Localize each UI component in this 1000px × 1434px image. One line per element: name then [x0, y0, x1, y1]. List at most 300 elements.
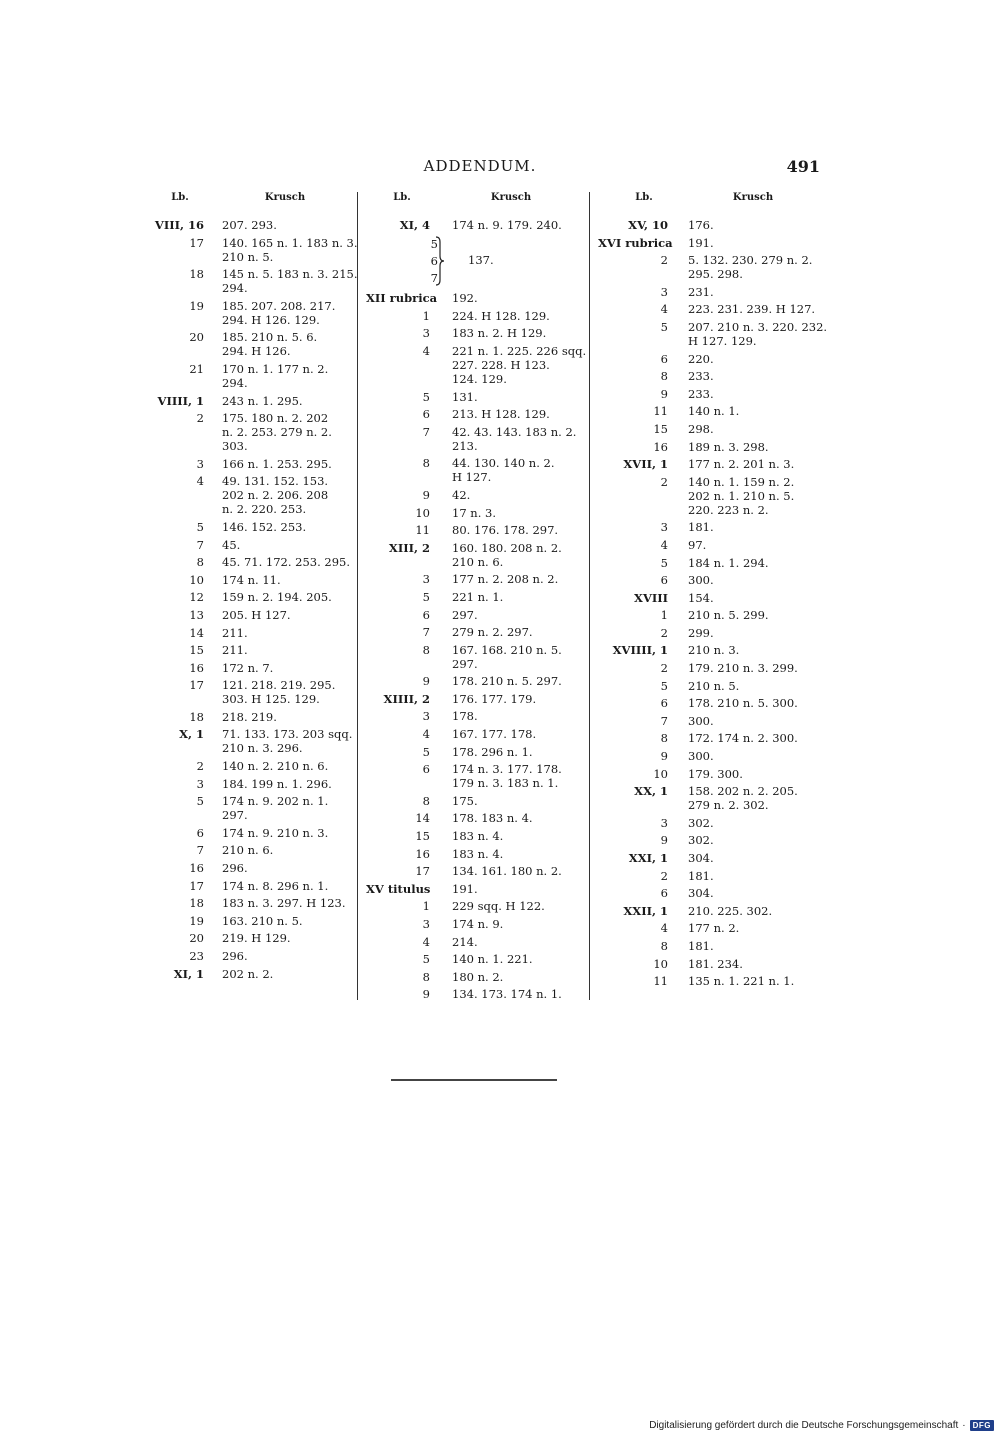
row-krusch: 134. 173. 174 n. 1.	[452, 987, 562, 1002]
index-column-2	[366, 190, 588, 1000]
row-krusch: 202 n. 2.	[222, 966, 274, 981]
row-krusch: 49. 131. 152. 153. 202 n. 2. 206. 208 n. 2. 220. 253.	[222, 474, 329, 517]
index-row	[140, 678, 358, 706]
row-krusch: 174 n. 9. 210 n. 3.	[222, 825, 329, 840]
index-row	[140, 218, 358, 232]
row-lb: 18	[189, 709, 204, 724]
index-row	[598, 457, 830, 471]
index-row	[140, 794, 358, 822]
row-lb: 5	[422, 744, 430, 759]
column-rows-rest	[366, 291, 588, 1001]
index-row	[366, 456, 588, 484]
index-row	[598, 833, 830, 847]
row-lb: XVIIII, 1	[612, 643, 668, 658]
index-row	[598, 749, 830, 763]
row-lb: 6	[422, 607, 430, 622]
index-row	[366, 407, 588, 421]
index-row	[140, 914, 358, 928]
page-number: 491	[786, 157, 820, 176]
row-lb: 17	[189, 678, 204, 693]
row-krusch: 191.	[452, 881, 478, 896]
row-lb: 11	[653, 974, 668, 989]
row-krusch: 140 n. 1. 221.	[452, 952, 533, 967]
row-lb: 5	[196, 794, 204, 809]
row-krusch: 300.	[688, 713, 714, 728]
row-krusch: 192.	[452, 291, 478, 306]
index-row	[366, 952, 588, 966]
row-lb: 3	[660, 815, 668, 830]
row-lb: 8	[422, 969, 430, 984]
row-krusch: 44. 130. 140 n. 2. H 127.	[452, 456, 555, 485]
row-lb: VIII, 16	[154, 218, 204, 232]
row-lb: 15	[653, 421, 668, 436]
row-krusch: 42. 43. 143. 183 n. 2. 213.	[452, 424, 577, 453]
row-lb: 11	[653, 404, 668, 419]
row-krusch: 140 n. 2. 210 n. 6.	[222, 759, 329, 774]
row-lb: X, 1	[179, 727, 204, 742]
index-row	[598, 661, 830, 675]
row-krusch: 45.	[222, 537, 241, 552]
row-krusch: 183 n. 3. 297. H 123.	[222, 896, 346, 911]
index-row	[598, 767, 830, 781]
row-lb: 9	[660, 749, 668, 764]
brace-group	[366, 236, 588, 288]
row-krusch: 183 n. 2. H 129.	[452, 326, 547, 341]
row-krusch: 233.	[688, 369, 714, 384]
row-lb: 5	[422, 952, 430, 967]
row-lb: 6	[422, 762, 430, 777]
dfg-credit-text: Digitalisierung gefördert durch die Deutsche Forschungsgemeinschaft	[649, 1419, 959, 1431]
row-lb: 8	[422, 456, 430, 471]
index-row	[140, 362, 358, 390]
index-row	[598, 404, 830, 418]
row-krusch: 181.	[688, 520, 714, 535]
row-lb: 4	[422, 727, 430, 742]
row-krusch: 97.	[688, 537, 707, 552]
index-row	[366, 987, 588, 1001]
row-krusch: 185. 210 n. 5. 6. 294. H 126.	[222, 330, 318, 359]
index-row	[366, 390, 588, 404]
row-lb: 21	[189, 361, 204, 376]
row-lb: 19	[189, 913, 204, 928]
index-row	[598, 302, 830, 316]
index-row	[598, 851, 830, 865]
row-lb: 8	[660, 369, 668, 384]
row-lb: XI, 4	[399, 218, 430, 232]
row-krusch: 174 n. 9. 179. 240.	[452, 218, 562, 232]
row-krusch: 207. 293.	[222, 218, 277, 232]
column-header	[140, 190, 358, 208]
index-row	[598, 591, 830, 605]
column-divider	[589, 192, 590, 1000]
index-row	[366, 762, 588, 790]
row-krusch: 207. 210 n. 3. 220. 232. H 127. 129.	[688, 319, 828, 348]
row-krusch: 180 n. 2.	[452, 969, 504, 984]
index-row	[598, 320, 830, 348]
row-lb: XXII, 1	[623, 903, 668, 918]
footer-rule	[391, 1079, 557, 1081]
page-title: ADDENDUM.	[423, 157, 537, 175]
index-row	[366, 727, 588, 741]
row-krusch: 177 n. 2. 208 n. 2.	[452, 572, 559, 587]
row-krusch: 167. 177. 178.	[452, 727, 537, 742]
row-lb: 14	[415, 811, 430, 826]
row-krusch: 183 n. 4.	[452, 846, 504, 861]
row-krusch: 181.	[688, 868, 714, 883]
row-krusch: 177 n. 2.	[688, 921, 740, 936]
row-lb: 9	[422, 674, 430, 689]
index-row	[598, 422, 830, 436]
header-lb: Lb.	[171, 192, 189, 203]
row-krusch: 304.	[688, 886, 714, 901]
row-lb: 23	[189, 949, 204, 963]
row-lb: 2	[660, 625, 668, 640]
row-lb: VIIII, 1	[157, 393, 204, 408]
row-lb: 3	[422, 917, 430, 931]
index-row	[140, 967, 358, 981]
row-lb: 17	[189, 878, 204, 893]
index-row	[140, 608, 358, 622]
index-row	[366, 674, 588, 688]
row-lb: 1	[660, 608, 668, 623]
index-row	[366, 625, 588, 639]
index-row	[366, 811, 588, 825]
row-krusch: 134. 161. 180 n. 2.	[452, 864, 562, 879]
row-krusch: 166 n. 1. 253. 295.	[222, 456, 332, 471]
row-lb: 6	[660, 696, 668, 711]
curly-brace-icon	[434, 236, 446, 286]
row-lb: 4	[422, 934, 430, 949]
row-krusch: 140 n. 1.	[688, 404, 740, 419]
row-krusch: 140 n. 1. 159 n. 2. 202 n. 1. 210 n. 5. 220. 223 n. 2.	[688, 474, 795, 517]
row-krusch: 181.	[688, 938, 714, 953]
row-krusch: 210 n. 5.	[688, 678, 740, 693]
row-krusch: 80. 176. 178. 297.	[452, 523, 559, 538]
index-row	[366, 590, 588, 604]
index-row	[366, 794, 588, 808]
row-lb: 19	[189, 298, 204, 313]
row-krusch: 183 n. 4.	[452, 829, 504, 844]
row-lb: 2	[196, 759, 204, 774]
row-krusch: 163. 210 n. 5.	[222, 913, 303, 928]
index-row	[140, 826, 358, 840]
row-lb: 7	[196, 843, 204, 858]
index-row	[140, 626, 358, 640]
row-lb: 9	[422, 487, 430, 502]
row-krusch: 140. 165 n. 1. 183 n. 3. 210 n. 5.	[222, 235, 358, 264]
row-krusch: 224. H 128. 129.	[452, 308, 550, 323]
row-lb: XIII, 2	[388, 540, 430, 555]
row-krusch: 175. 180 n. 2. 202 n. 2. 253. 279 n. 2. 303.	[222, 411, 332, 454]
row-lb: 20	[189, 931, 204, 946]
index-column-3	[598, 190, 830, 1000]
index-row	[366, 917, 588, 931]
index-row	[598, 285, 830, 299]
index-row	[366, 935, 588, 949]
index-row	[366, 541, 588, 569]
index-row	[140, 590, 358, 604]
index-row	[366, 608, 588, 622]
row-lb: 3	[422, 326, 430, 341]
index-row	[140, 896, 358, 910]
row-lb: 16	[189, 861, 204, 876]
index-row	[140, 299, 358, 327]
index-row	[366, 344, 588, 386]
row-lb: 8	[422, 642, 430, 657]
row-lb: 4	[660, 537, 668, 552]
index-row	[140, 727, 358, 755]
row-krusch: 176.	[688, 218, 714, 232]
index-row	[140, 330, 358, 358]
row-krusch: 174 n. 11.	[222, 572, 281, 587]
index-row	[366, 326, 588, 340]
index-row	[598, 679, 830, 693]
row-lb: 18	[189, 896, 204, 911]
index-row	[598, 714, 830, 728]
index-row	[140, 931, 358, 945]
row-lb: 3	[422, 709, 430, 724]
index-row	[598, 236, 830, 250]
row-krusch: 220.	[688, 351, 714, 366]
row-krusch: 45. 71. 172. 253. 295.	[222, 555, 351, 570]
index-row	[366, 218, 588, 232]
index-row	[140, 520, 358, 534]
row-krusch: 214.	[452, 934, 478, 949]
row-krusch: 172. 174 n. 2. 300.	[688, 731, 798, 746]
row-krusch: 167. 168. 210 n. 5. 297.	[452, 642, 562, 671]
row-krusch: 219. H 129.	[222, 931, 291, 946]
row-krusch: 231.	[688, 284, 714, 299]
index-row	[140, 861, 358, 875]
index-row	[598, 538, 830, 552]
row-krusch: 174 n. 8. 296 n. 1.	[222, 878, 329, 893]
row-krusch: 174 n. 9.	[452, 917, 504, 931]
row-lb: 6	[660, 351, 668, 366]
row-lb: 2	[660, 661, 668, 676]
row-lb: 12	[189, 590, 204, 605]
row-krusch: 178. 210 n. 5. 300.	[688, 696, 798, 711]
row-krusch: 205. H 127.	[222, 607, 291, 622]
index-row	[140, 643, 358, 657]
index-row	[366, 291, 588, 305]
row-lb: 6	[660, 886, 668, 901]
row-lb: XVI rubrica	[598, 235, 673, 250]
index-row	[366, 899, 588, 913]
column-rows	[140, 218, 358, 984]
index-row	[366, 572, 588, 586]
row-krusch: 158. 202 n. 2. 205. 279 n. 2. 302.	[688, 784, 798, 813]
row-krusch: 296.	[222, 861, 248, 876]
index-row	[598, 440, 830, 454]
index-row	[598, 218, 830, 232]
row-lb: XXI, 1	[628, 851, 668, 865]
row-lb: 7	[422, 424, 430, 439]
row-lb: 8	[660, 938, 668, 953]
row-krusch: 191.	[688, 235, 714, 250]
column-rows	[598, 218, 830, 992]
row-lb: 18	[189, 267, 204, 282]
index-row	[140, 759, 358, 773]
row-lb: 20	[189, 330, 204, 345]
row-lb: 6	[422, 407, 430, 422]
row-krusch: 146. 152. 253.	[222, 519, 307, 534]
row-krusch: 296.	[222, 949, 248, 963]
index-row	[366, 829, 588, 843]
row-lb: 13	[189, 607, 204, 622]
row-lb: 9	[660, 386, 668, 401]
index-row	[140, 843, 358, 857]
row-lb: 6	[430, 253, 438, 268]
index-row	[140, 555, 358, 569]
row-krusch: 175.	[452, 793, 478, 808]
row-lb: 5	[422, 389, 430, 404]
index-row	[366, 970, 588, 984]
row-krusch: 159 n. 2. 194. 205.	[222, 590, 332, 605]
row-krusch: 300.	[688, 573, 714, 588]
row-lb: 2	[660, 253, 668, 268]
index-row	[140, 236, 358, 264]
index-row	[598, 904, 830, 918]
row-lb: 3	[422, 572, 430, 587]
index-row	[366, 692, 588, 706]
row-krusch: 229 sqq. H 122.	[452, 899, 545, 914]
index-row	[140, 573, 358, 587]
row-lb: 6	[196, 825, 204, 840]
row-krusch: 145 n. 5. 183 n. 3. 215. 294.	[222, 267, 358, 296]
index-row	[366, 488, 588, 502]
row-krusch: 179. 210 n. 3. 299.	[688, 661, 798, 676]
row-krusch: 189 n. 3. 298.	[688, 439, 769, 454]
row-lb: 5	[430, 236, 438, 251]
row-lb: 5	[196, 519, 204, 534]
row-krusch: 299.	[688, 625, 714, 640]
index-row	[140, 879, 358, 893]
index-row	[366, 745, 588, 759]
index-row	[366, 425, 588, 453]
row-lb: 6	[660, 573, 668, 588]
row-lb: 7	[422, 625, 430, 640]
row-lb: 14	[189, 625, 204, 640]
row-krusch: 210 n. 5. 299.	[688, 608, 769, 623]
index-row	[598, 921, 830, 935]
index-row	[366, 309, 588, 323]
row-lb: 3	[660, 284, 668, 299]
index-row	[598, 573, 830, 587]
index-table	[0, 190, 1000, 1005]
index-row	[366, 864, 588, 878]
index-row	[598, 816, 830, 830]
row-lb: 15	[415, 829, 430, 844]
dfg-logo: DFG	[970, 1420, 994, 1431]
row-lb: 17	[189, 235, 204, 250]
row-krusch: 17 n. 3.	[452, 505, 496, 520]
index-row	[140, 710, 358, 724]
row-krusch: 181. 234.	[688, 956, 743, 971]
row-lb: XX, 1	[634, 784, 668, 799]
row-lb: 5	[660, 319, 668, 334]
row-lb: 16	[653, 439, 668, 454]
row-krusch: 178. 296 n. 1.	[452, 744, 533, 759]
index-row	[598, 253, 830, 281]
index-row	[598, 957, 830, 971]
row-krusch: 176. 177. 179.	[452, 691, 537, 706]
row-krusch: 172 n. 7.	[222, 660, 274, 675]
row-krusch: 304.	[688, 851, 714, 865]
row-lb: 7	[196, 537, 204, 552]
index-row	[140, 394, 358, 408]
index-row	[366, 643, 588, 671]
column-header	[366, 190, 588, 208]
row-lb: 4	[660, 302, 668, 317]
row-krusch: 223. 231. 239. H 127.	[688, 302, 816, 317]
header-krusch: Krusch	[490, 192, 532, 203]
index-column-1	[140, 190, 358, 1000]
row-lb: 8	[196, 555, 204, 570]
index-row	[598, 556, 830, 570]
row-krusch: 233.	[688, 386, 714, 401]
header-lb: Lb.	[393, 192, 411, 203]
row-krusch: 174 n. 3. 177. 178. 179 n. 3. 183 n. 1.	[452, 762, 562, 791]
row-krusch: 5. 132. 230. 279 n. 2. 295. 298.	[688, 253, 813, 282]
index-row	[366, 506, 588, 520]
row-lb: 9	[660, 833, 668, 848]
row-lb: XIIII, 2	[383, 691, 430, 706]
column-header	[598, 190, 830, 208]
row-lb: 11	[415, 523, 430, 538]
header-krusch: Krusch	[732, 192, 774, 203]
row-lb: 7	[430, 270, 438, 285]
index-row	[140, 949, 358, 963]
index-row	[598, 369, 830, 383]
row-krusch: 179. 300.	[688, 766, 743, 781]
index-row	[598, 731, 830, 745]
row-lb: 8	[422, 793, 430, 808]
row-lb: XII rubrica	[366, 291, 438, 306]
row-krusch: 154.	[688, 590, 714, 605]
row-krusch: 178. 183 n. 4.	[452, 811, 533, 826]
row-krusch: 184 n. 1. 294.	[688, 555, 769, 570]
row-lb: XV titulus	[366, 881, 431, 896]
row-krusch: 185. 207. 208. 217. 294. H 126. 129.	[222, 298, 336, 327]
row-lb: 17	[415, 864, 430, 879]
row-krusch: 178. 210 n. 5. 297.	[452, 674, 562, 689]
index-row	[140, 538, 358, 552]
row-lb: 1	[422, 899, 430, 914]
index-row	[598, 696, 830, 710]
row-krusch: 210 n. 3.	[688, 643, 740, 658]
index-row	[598, 387, 830, 401]
row-lb: 1	[422, 308, 430, 323]
index-row	[598, 886, 830, 900]
index-row	[598, 520, 830, 534]
row-krusch: 218. 219.	[222, 709, 277, 724]
row-lb: 10	[189, 572, 204, 587]
row-lb: XV, 10	[628, 218, 668, 232]
row-krusch: 243 n. 1. 295.	[222, 393, 303, 408]
row-krusch: 302.	[688, 833, 714, 848]
row-krusch: 279 n. 2. 297.	[452, 625, 533, 640]
index-row	[598, 626, 830, 640]
index-row	[598, 974, 830, 988]
row-lb: XVIII	[634, 590, 668, 605]
index-row	[598, 939, 830, 953]
index-row	[140, 661, 358, 675]
index-row	[366, 847, 588, 861]
index-row	[366, 523, 588, 537]
row-krusch: 131.	[452, 389, 478, 404]
row-krusch: 211.	[222, 643, 248, 658]
header-krusch: Krusch	[264, 192, 306, 203]
